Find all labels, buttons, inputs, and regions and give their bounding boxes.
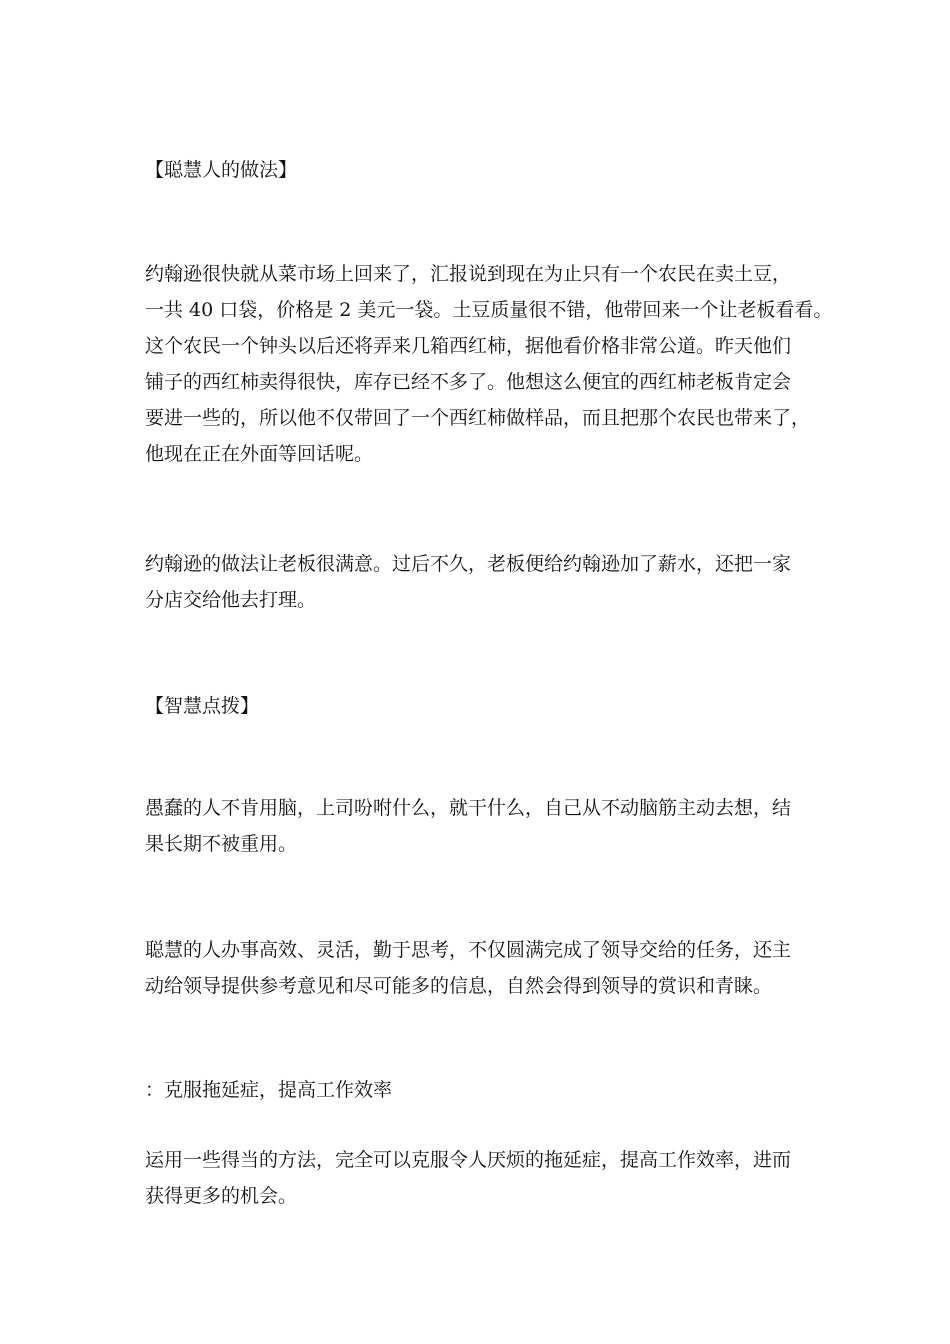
text-line: 约翰逊的做法让老板很满意。过后不久，老板便给约翰逊加了薪水，还把一家 bbox=[145, 553, 792, 575]
text-line: 这个农民一个钟头以后还将弄来几箱西红柿，据他看价格非常公道。昨天他们 bbox=[145, 335, 792, 357]
paragraph-boss-satisfied bbox=[145, 546, 817, 618]
text-line: 一共 40 口袋，价格是 2 美元一袋。土豆质量很不错，他带回来一个让老板看看。 bbox=[145, 299, 833, 321]
text-line: 要进一些的，所以他不仅带回了一个西红柿做样品，而且把那个农民也带来了， bbox=[145, 407, 811, 429]
text-line: 他现在正在外面等回话呢。 bbox=[145, 443, 374, 465]
text-line: 聪慧的人办事高效、灵活，勤于思考，不仅圆满完成了领导交给的任务，还主 bbox=[145, 939, 792, 961]
text-line: 运用一些得当的方法，完全可以克服令人厌烦的拖延症，提高工作效率，进而 bbox=[145, 1149, 792, 1171]
text-line: 约翰逊很快就从菜市场上回来了，汇报说到现在为止只有一个农民在卖土豆， bbox=[145, 263, 792, 285]
heading-wise-method: 【聪慧人的做法】 bbox=[145, 159, 298, 181]
paragraph-methods bbox=[145, 1142, 817, 1214]
paragraph-foolish bbox=[145, 790, 817, 862]
text-line: 分店交给他去打理。 bbox=[145, 589, 317, 611]
text-line: 获得更多的机会。 bbox=[145, 1185, 298, 1207]
heading-wisdom-tip: 【智慧点拨】 bbox=[145, 695, 260, 717]
paragraph-john-report bbox=[145, 256, 833, 472]
text-line: 铺子的西红柿卖得很快，库存已经不多了。他想这么便宜的西红柿老板肯定会 bbox=[145, 371, 792, 393]
text-line: 愚蠢的人不肯用脑，上司吩咐什么，就干什么，自己从不动脑筋主动去想，结 bbox=[145, 797, 792, 819]
text-line: 果长期不被重用。 bbox=[145, 833, 298, 855]
heading-procrastination: ：克服拖延症，提高工作效率 bbox=[145, 1079, 393, 1101]
text-line: 动给领导提供参考意见和尽可能多的信息，自然会得到领导的赏识和青睐。 bbox=[145, 975, 773, 997]
paragraph-wise bbox=[145, 932, 817, 1004]
